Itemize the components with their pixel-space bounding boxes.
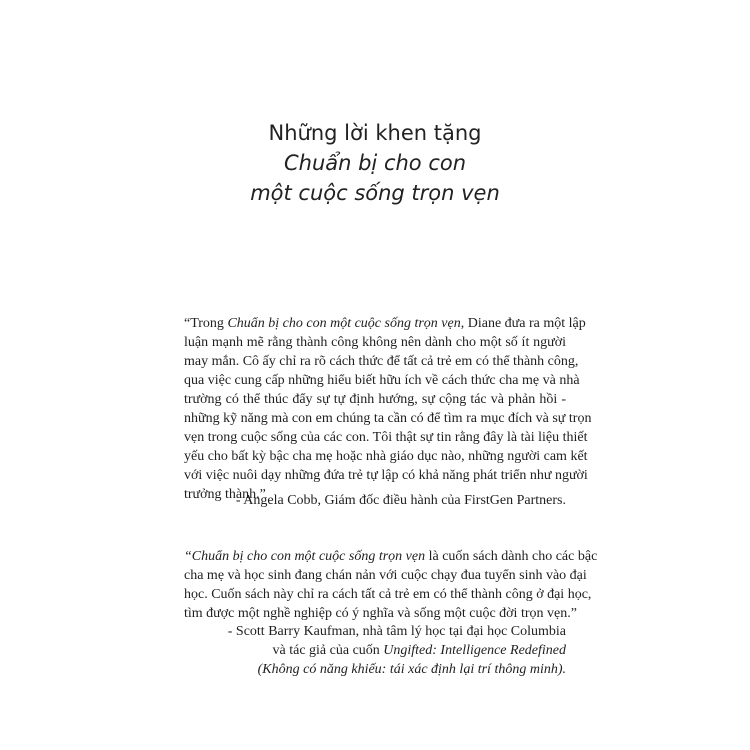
title-line-3: một cuộc sống trọn vẹn [250, 181, 500, 205]
testimonial-2-attribution [184, 622, 566, 679]
quote-line: “Trong Chuẩn bị cho con một cuộc sống trọn vẹn, Diane đưa ra một lập [184, 316, 586, 331]
attribution-line: - Scott Barry Kaufman, nhà tâm lý học tại đại học Columbia [227, 624, 566, 639]
quote-line: tìm được một nghề nghiệp có ý nghĩa và sống một cuộc đời trọn vẹn.” [184, 606, 577, 621]
quote-line: “Chuẩn bị cho con một cuộc sống trọn vẹn là cuốn sách dành cho các bậc [184, 549, 598, 564]
quote-line: những kỹ năng mà con em chúng ta cần có để tìm ra mục đích và sự trọn [184, 411, 592, 426]
quote-line: trường có thể thúc đẩy sự tự định hướng, sự cộng tác và phản hồi - [184, 392, 566, 407]
quote-line: vẹn trong cuộc sống của các con. Tôi thật sự tin rằng đây là tài liệu thiết [184, 430, 588, 445]
testimonial-1-attribution [184, 491, 566, 510]
attribution-line: và tác giả của cuốn Ungifted: Intelligence Redefined [272, 643, 566, 658]
quote-line: luận mạnh mẽ rằng thành công không nên dành cho một số ít người [184, 335, 566, 350]
quote-line: với việc nuôi dạy những đứa trẻ tự lập có khả năng phát triển như người [184, 468, 588, 483]
testimonial-1 [184, 314, 592, 504]
testimonial-2 [184, 547, 598, 623]
quote-line: qua việc cung cấp những hiểu biết hữu ích về cách thức cha mẹ và nhà [184, 373, 580, 388]
quote-line: trưởng thành.” [184, 487, 266, 502]
quote-line: học. Cuốn sách này chỉ ra cách tất cả trẻ em có thể thành công ở đại học, [184, 587, 592, 602]
attribution-line: - Angela Cobb, Giám đốc điều hành của FirstGen Partners. [235, 493, 566, 508]
page-title [0, 118, 750, 208]
title-line-2: Chuẩn bị cho con [283, 151, 467, 175]
title-line-1: Những lời khen tặng [268, 121, 482, 145]
attribution-line: (Không có năng khiếu: tái xác định lại trí thông minh). [257, 662, 566, 677]
quote-line: may mắn. Cô ấy chỉ ra rõ cách thức để tất cả trẻ em có thể thành công, [184, 354, 579, 369]
quote-line: cha mẹ và học sinh đang chán nản với cuộc chạy đua tuyển sinh vào đại [184, 568, 587, 583]
quote-line: yếu cho bất kỳ bậc cha mẹ hoặc nhà giáo dục nào, những người cam kết [184, 449, 588, 464]
